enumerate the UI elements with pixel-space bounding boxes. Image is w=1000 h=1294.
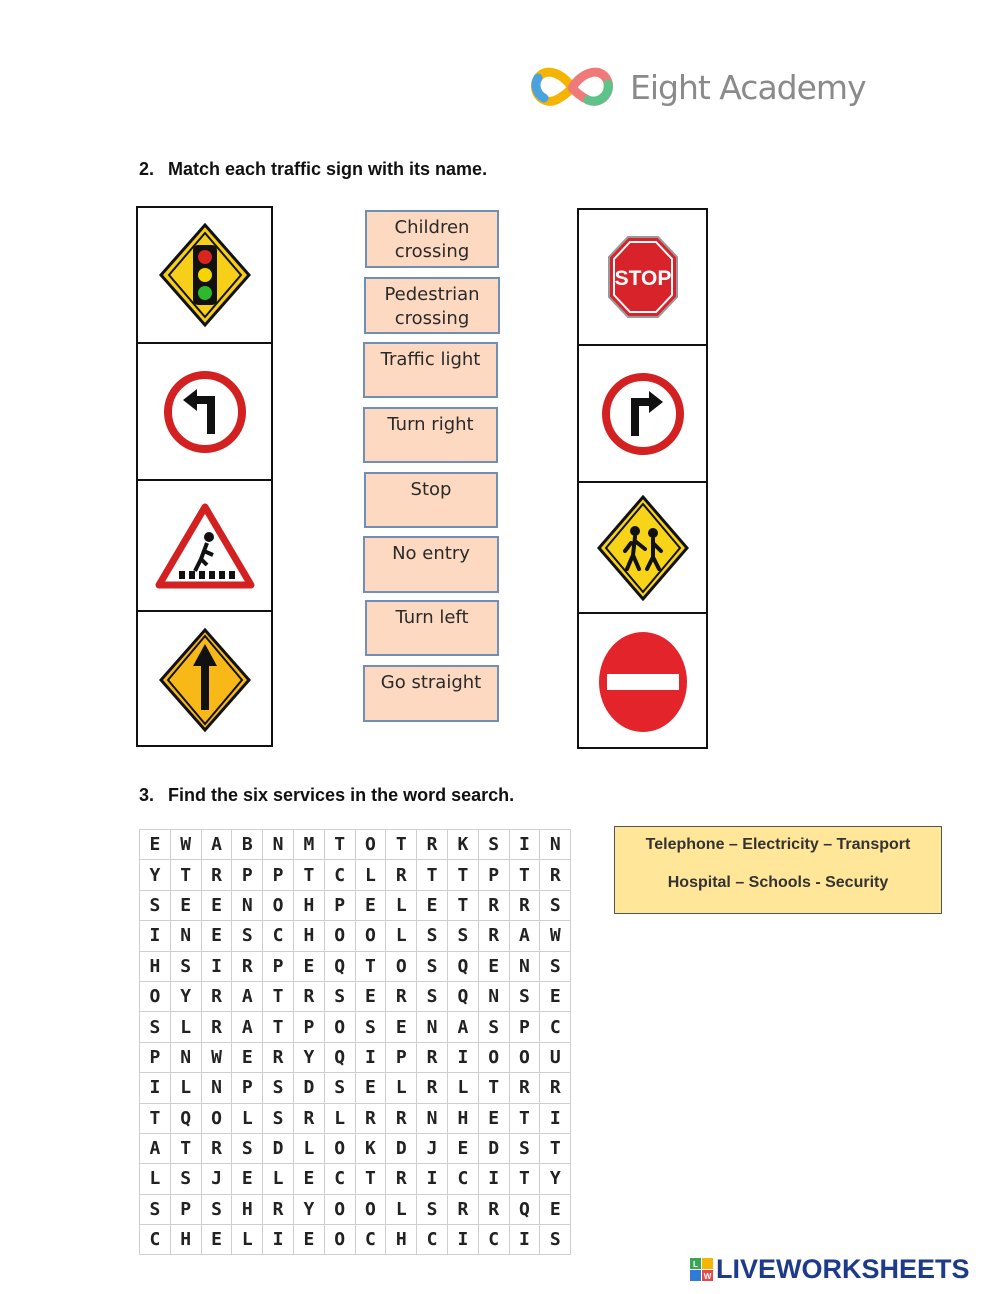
grid-row — [140, 1042, 571, 1072]
grid-cell[interactable]: P — [263, 951, 294, 981]
grid-cell[interactable]: A — [201, 830, 232, 860]
word-search-grid[interactable] — [139, 829, 571, 1255]
question-text: Match each traffic sign with its name. — [168, 159, 488, 179]
grid-cell[interactable]: R — [201, 860, 232, 890]
word-list-line: Telephone – Electricity – Transport — [645, 836, 911, 853]
grid-cell[interactable]: E — [478, 951, 509, 981]
sign-cell — [579, 346, 706, 483]
grid-cell[interactable]: T — [293, 860, 324, 890]
go-straight-sign-icon — [157, 626, 253, 734]
grid-cell[interactable]: N — [478, 981, 509, 1011]
grid-cell[interactable]: O — [324, 921, 355, 951]
grid-cell[interactable]: O — [355, 830, 386, 860]
grid-cell[interactable]: C — [324, 1164, 355, 1194]
grid-cell[interactable]: S — [417, 1194, 448, 1224]
sign-cell — [579, 483, 706, 614]
grid-cell[interactable]: S — [170, 1164, 201, 1194]
grid-cell[interactable]: C — [417, 1225, 448, 1255]
name-box-pedestrian-crossing[interactable] — [364, 277, 500, 334]
pedestrian-crossing-sign-icon — [155, 503, 255, 589]
liveworksheets-brand: LIVEWORKSHEETS — [716, 1254, 970, 1284]
grid-cell[interactable]: H — [232, 1194, 263, 1224]
grid-cell[interactable]: L — [293, 1133, 324, 1163]
grid-cell[interactable]: E — [201, 1225, 232, 1255]
sign-cell — [138, 481, 271, 612]
grid-cell[interactable]: T — [540, 1133, 571, 1163]
grid-cell[interactable]: S — [540, 890, 571, 920]
grid-cell[interactable]: E — [355, 981, 386, 1011]
stop-sign-text: STOP — [614, 267, 671, 290]
stop-sign-icon — [607, 235, 679, 319]
question-number: 2. — [139, 159, 155, 179]
grid-cell[interactable]: C — [324, 860, 355, 890]
name-line: No entry — [392, 543, 470, 564]
grid-cell[interactable]: Q — [447, 981, 478, 1011]
grid-cell[interactable]: T — [355, 1164, 386, 1194]
grid-row — [140, 981, 571, 1011]
grid-cell[interactable]: T — [355, 951, 386, 981]
grid-cell[interactable]: W — [201, 1042, 232, 1072]
grid-cell[interactable]: H — [447, 1103, 478, 1133]
grid-cell[interactable]: E — [540, 981, 571, 1011]
grid-cell[interactable]: N — [201, 1073, 232, 1103]
grid-cell[interactable]: O — [201, 1103, 232, 1133]
infinity-logo-icon — [526, 60, 618, 116]
grid-cell[interactable]: H — [293, 890, 324, 920]
grid-row — [140, 830, 571, 860]
grid-cell[interactable]: R — [232, 951, 263, 981]
grid-cell[interactable]: L — [324, 1103, 355, 1133]
grid-cell[interactable]: S — [447, 921, 478, 951]
grid-cell[interactable]: T — [170, 1133, 201, 1163]
grid-cell[interactable]: R — [355, 1103, 386, 1133]
children-crossing-sign-icon — [595, 493, 691, 603]
grid-cell[interactable]: E — [201, 921, 232, 951]
grid-cell[interactable]: R — [478, 1194, 509, 1224]
grid-cell[interactable]: Q — [509, 1194, 540, 1224]
grid-cell[interactable]: P — [478, 860, 509, 890]
name-line: Children — [394, 217, 470, 238]
grid-cell[interactable]: S — [201, 1194, 232, 1224]
grid-cell[interactable]: L — [386, 890, 417, 920]
grid-cell[interactable]: C — [355, 1225, 386, 1255]
grid-cell[interactable]: I — [417, 1164, 448, 1194]
grid-cell[interactable]: N — [417, 1103, 448, 1133]
name-box-go-straight[interactable] — [363, 665, 499, 722]
grid-cell[interactable]: C — [140, 1225, 171, 1255]
grid-cell[interactable]: T — [140, 1103, 171, 1133]
grid-cell[interactable]: R — [540, 1073, 571, 1103]
right-sign-column — [577, 208, 708, 749]
grid-cell[interactable]: L — [355, 860, 386, 890]
grid-row — [140, 1133, 571, 1163]
grid-row — [140, 921, 571, 951]
grid-cell[interactable]: O — [386, 951, 417, 981]
grid-cell[interactable]: P — [232, 1073, 263, 1103]
grid-cell[interactable]: S — [355, 1012, 386, 1042]
grid-cell[interactable]: C — [447, 1164, 478, 1194]
grid-cell[interactable]: S — [263, 1073, 294, 1103]
grid-cell[interactable]: L — [263, 1164, 294, 1194]
name-box-children-crossing[interactable] — [365, 210, 499, 268]
grid-cell[interactable]: I — [263, 1225, 294, 1255]
name-line: Turn left — [395, 607, 469, 628]
grid-row — [140, 1225, 571, 1255]
grid-cell[interactable]: E — [355, 1073, 386, 1103]
eight-academy-logo — [526, 58, 866, 118]
grid-cell[interactable]: E — [355, 890, 386, 920]
grid-cell[interactable]: P — [263, 860, 294, 890]
turn-left-sign-icon — [163, 370, 247, 454]
liveworksheets-logo-icon — [690, 1258, 714, 1282]
no-entry-sign-icon — [597, 630, 689, 734]
grid-cell[interactable]: E — [540, 1194, 571, 1224]
svg-text:L: L — [693, 1260, 698, 1269]
name-line: Turn right — [387, 414, 474, 435]
grid-cell[interactable]: O — [324, 1133, 355, 1163]
name-box-traffic-light[interactable] — [363, 342, 498, 398]
grid-cell[interactable]: D — [293, 1073, 324, 1103]
grid-cell[interactable]: T — [509, 860, 540, 890]
grid-cell[interactable]: C — [478, 1225, 509, 1255]
grid-cell[interactable]: R — [417, 1073, 448, 1103]
grid-cell[interactable]: E — [478, 1103, 509, 1133]
name-line: Stop — [410, 479, 452, 500]
question-number: 3. — [139, 785, 155, 805]
grid-cell[interactable]: R — [509, 1073, 540, 1103]
grid-cell[interactable]: A — [447, 1012, 478, 1042]
grid-cell[interactable]: A — [232, 981, 263, 1011]
name-box-turn-left[interactable] — [365, 600, 499, 656]
grid-cell[interactable]: I — [478, 1164, 509, 1194]
grid-row — [140, 1103, 571, 1133]
grid-cell[interactable]: L — [232, 1225, 263, 1255]
grid-cell[interactable]: P — [324, 890, 355, 920]
grid-cell[interactable]: R — [293, 1103, 324, 1133]
grid-cell[interactable]: E — [232, 1164, 263, 1194]
grid-cell[interactable]: L — [140, 1164, 171, 1194]
grid-cell[interactable]: T — [386, 830, 417, 860]
grid-cell[interactable]: T — [447, 890, 478, 920]
name-line: Traffic light — [380, 349, 481, 370]
grid-cell[interactable]: R — [263, 1194, 294, 1224]
name-box-stop[interactable] — [364, 472, 498, 528]
grid-cell[interactable]: K — [447, 830, 478, 860]
grid-cell[interactable]: A — [232, 1012, 263, 1042]
grid-cell[interactable]: Q — [324, 951, 355, 981]
grid-cell[interactable]: Q — [447, 951, 478, 981]
grid-cell[interactable]: A — [509, 921, 540, 951]
brand-name: Eight Academy — [630, 68, 866, 107]
grid-row — [140, 890, 571, 920]
grid-cell[interactable]: R — [447, 1194, 478, 1224]
grid-cell[interactable]: S — [509, 981, 540, 1011]
grid-cell[interactable]: T — [478, 1073, 509, 1103]
grid-cell[interactable]: L — [386, 1194, 417, 1224]
grid-cell[interactable]: B — [232, 830, 263, 860]
grid-row — [140, 860, 571, 890]
grid-cell[interactable]: R — [509, 890, 540, 920]
grid-cell[interactable]: W — [540, 921, 571, 951]
sign-cell — [579, 210, 706, 346]
grid-cell[interactable]: Y — [540, 1164, 571, 1194]
grid-cell[interactable]: R — [293, 981, 324, 1011]
grid-cell[interactable]: R — [417, 830, 448, 860]
grid-cell[interactable]: R — [478, 921, 509, 951]
grid-cell[interactable]: T — [263, 1012, 294, 1042]
grid-cell[interactable]: O — [355, 921, 386, 951]
grid-cell[interactable]: R — [540, 860, 571, 890]
grid-cell[interactable]: J — [201, 1164, 232, 1194]
grid-cell[interactable]: E — [386, 1012, 417, 1042]
grid-cell[interactable]: L — [170, 1012, 201, 1042]
grid-cell[interactable]: I — [355, 1042, 386, 1072]
grid-cell[interactable]: S — [417, 951, 448, 981]
grid-cell[interactable]: S — [324, 981, 355, 1011]
grid-cell[interactable]: D — [386, 1133, 417, 1163]
grid-cell[interactable]: I — [540, 1103, 571, 1133]
grid-cell[interactable]: N — [417, 1012, 448, 1042]
grid-cell[interactable]: O — [324, 1225, 355, 1255]
grid-cell[interactable]: C — [263, 921, 294, 951]
grid-cell[interactable]: H — [140, 951, 171, 981]
grid-cell[interactable]: L — [170, 1073, 201, 1103]
grid-cell[interactable]: S — [509, 1133, 540, 1163]
grid-cell[interactable]: P — [509, 1012, 540, 1042]
grid-cell[interactable]: S — [540, 951, 571, 981]
grid-cell[interactable]: T — [170, 860, 201, 890]
question-3-title — [139, 785, 514, 806]
grid-cell[interactable]: E — [170, 890, 201, 920]
grid-cell[interactable]: T — [263, 981, 294, 1011]
sign-cell — [138, 612, 271, 747]
grid-cell[interactable]: N — [540, 830, 571, 860]
grid-cell[interactable]: R — [201, 981, 232, 1011]
grid-cell[interactable]: S — [140, 1194, 171, 1224]
grid-cell[interactable]: T — [417, 860, 448, 890]
grid-cell[interactable]: R — [201, 1012, 232, 1042]
name-line: crossing — [394, 308, 470, 329]
grid-cell[interactable]: L — [386, 1073, 417, 1103]
name-line: crossing — [394, 241, 470, 262]
grid-cell[interactable]: Q — [324, 1042, 355, 1072]
grid-cell[interactable]: I — [140, 921, 171, 951]
word-list-box — [614, 826, 942, 914]
grid-cell[interactable]: H — [386, 1225, 417, 1255]
grid-cell[interactable]: S — [140, 890, 171, 920]
grid-cell[interactable]: H — [293, 921, 324, 951]
grid-cell[interactable]: A — [140, 1133, 171, 1163]
word-list-line: Hospital – Schools - Security — [667, 874, 889, 891]
name-line: Pedestrian — [384, 284, 480, 305]
grid-cell[interactable]: L — [447, 1073, 478, 1103]
grid-cell[interactable]: S — [417, 921, 448, 951]
grid-cell[interactable]: R — [386, 860, 417, 890]
grid-cell[interactable]: N — [509, 951, 540, 981]
sign-cell — [579, 614, 706, 749]
grid-cell[interactable]: S — [478, 1012, 509, 1042]
grid-cell[interactable]: W — [170, 830, 201, 860]
grid-cell[interactable]: O — [478, 1042, 509, 1072]
grid-cell[interactable]: S — [324, 1073, 355, 1103]
grid-cell[interactable]: R — [201, 1133, 232, 1163]
grid-cell[interactable]: P — [293, 1012, 324, 1042]
left-sign-column — [136, 206, 273, 747]
grid-cell[interactable]: R — [478, 890, 509, 920]
grid-cell[interactable]: R — [386, 1103, 417, 1133]
grid-cell[interactable]: U — [540, 1042, 571, 1072]
grid-cell[interactable]: E — [293, 1164, 324, 1194]
question-2-title — [139, 159, 487, 180]
grid-cell[interactable]: T — [324, 830, 355, 860]
grid-cell[interactable]: E — [417, 890, 448, 920]
grid-cell[interactable]: I — [509, 830, 540, 860]
grid-cell[interactable]: N — [232, 890, 263, 920]
grid-row — [140, 1164, 571, 1194]
grid-cell[interactable]: O — [355, 1194, 386, 1224]
grid-cell[interactable]: O — [324, 1012, 355, 1042]
name-box-turn-right[interactable] — [363, 407, 498, 463]
grid-cell[interactable]: R — [417, 1042, 448, 1072]
grid-cell[interactable]: P — [140, 1042, 171, 1072]
grid-cell[interactable]: T — [509, 1103, 540, 1133]
grid-cell[interactable]: O — [324, 1194, 355, 1224]
grid-cell[interactable]: S — [478, 830, 509, 860]
grid-cell[interactable]: S — [232, 921, 263, 951]
grid-cell[interactable]: L — [232, 1103, 263, 1133]
grid-cell[interactable]: S — [417, 981, 448, 1011]
grid-cell[interactable]: P — [386, 1042, 417, 1072]
grid-row — [140, 1073, 571, 1103]
grid-cell[interactable]: N — [170, 1042, 201, 1072]
grid-cell[interactable]: Q — [170, 1103, 201, 1133]
grid-cell[interactable]: E — [293, 951, 324, 981]
grid-cell[interactable]: I — [447, 1225, 478, 1255]
grid-cell[interactable]: T — [509, 1164, 540, 1194]
grid-cell[interactable]: R — [263, 1042, 294, 1072]
grid-cell[interactable]: R — [386, 1164, 417, 1194]
grid-cell[interactable]: C — [540, 1012, 571, 1042]
grid-cell[interactable]: E — [201, 890, 232, 920]
question-text: Find the six services in the word search. — [168, 785, 515, 805]
traffic-light-sign-icon — [157, 221, 253, 329]
grid-cell[interactable]: T — [447, 860, 478, 890]
grid-cell[interactable]: P — [170, 1194, 201, 1224]
grid-cell[interactable]: R — [386, 981, 417, 1011]
grid-row — [140, 951, 571, 981]
grid-cell[interactable]: Y — [170, 981, 201, 1011]
grid-cell[interactable]: S — [232, 1133, 263, 1163]
grid-cell[interactable]: L — [386, 921, 417, 951]
grid-cell[interactable]: E — [140, 830, 171, 860]
grid-cell[interactable]: N — [170, 921, 201, 951]
turn-right-sign-icon — [601, 372, 685, 456]
grid-cell[interactable]: E — [232, 1042, 263, 1072]
grid-cell[interactable]: Y — [293, 1042, 324, 1072]
grid-cell[interactable]: N — [263, 830, 294, 860]
grid-cell[interactable]: E — [293, 1225, 324, 1255]
grid-cell[interactable]: I — [140, 1073, 171, 1103]
grid-row — [140, 1194, 571, 1224]
grid-cell[interactable]: S — [170, 951, 201, 981]
grid-cell[interactable]: Y — [140, 860, 171, 890]
svg-text:W: W — [703, 1272, 712, 1281]
grid-cell[interactable]: D — [263, 1133, 294, 1163]
grid-cell[interactable]: I — [447, 1042, 478, 1072]
grid-cell[interactable]: S — [263, 1103, 294, 1133]
grid-row — [140, 1012, 571, 1042]
grid-cell[interactable]: Y — [293, 1194, 324, 1224]
grid-cell[interactable]: J — [417, 1133, 448, 1163]
grid-cell[interactable]: K — [355, 1133, 386, 1163]
grid-cell[interactable]: D — [478, 1133, 509, 1163]
grid-cell[interactable]: I — [201, 951, 232, 981]
grid-cell[interactable]: I — [509, 1225, 540, 1255]
name-line: Go straight — [380, 672, 482, 693]
liveworksheets-logo — [690, 1254, 990, 1286]
name-box-no-entry[interactable] — [363, 536, 499, 593]
grid-cell[interactable]: H — [170, 1225, 201, 1255]
grid-cell[interactable]: P — [232, 860, 263, 890]
grid-cell[interactable]: M — [293, 830, 324, 860]
grid-cell[interactable]: E — [447, 1133, 478, 1163]
grid-cell[interactable]: O — [263, 890, 294, 920]
sign-cell — [138, 344, 271, 481]
grid-cell[interactable]: S — [540, 1225, 571, 1255]
sign-cell — [138, 208, 271, 344]
grid-cell[interactable]: O — [509, 1042, 540, 1072]
grid-cell[interactable]: O — [140, 981, 171, 1011]
grid-cell[interactable]: S — [140, 1012, 171, 1042]
